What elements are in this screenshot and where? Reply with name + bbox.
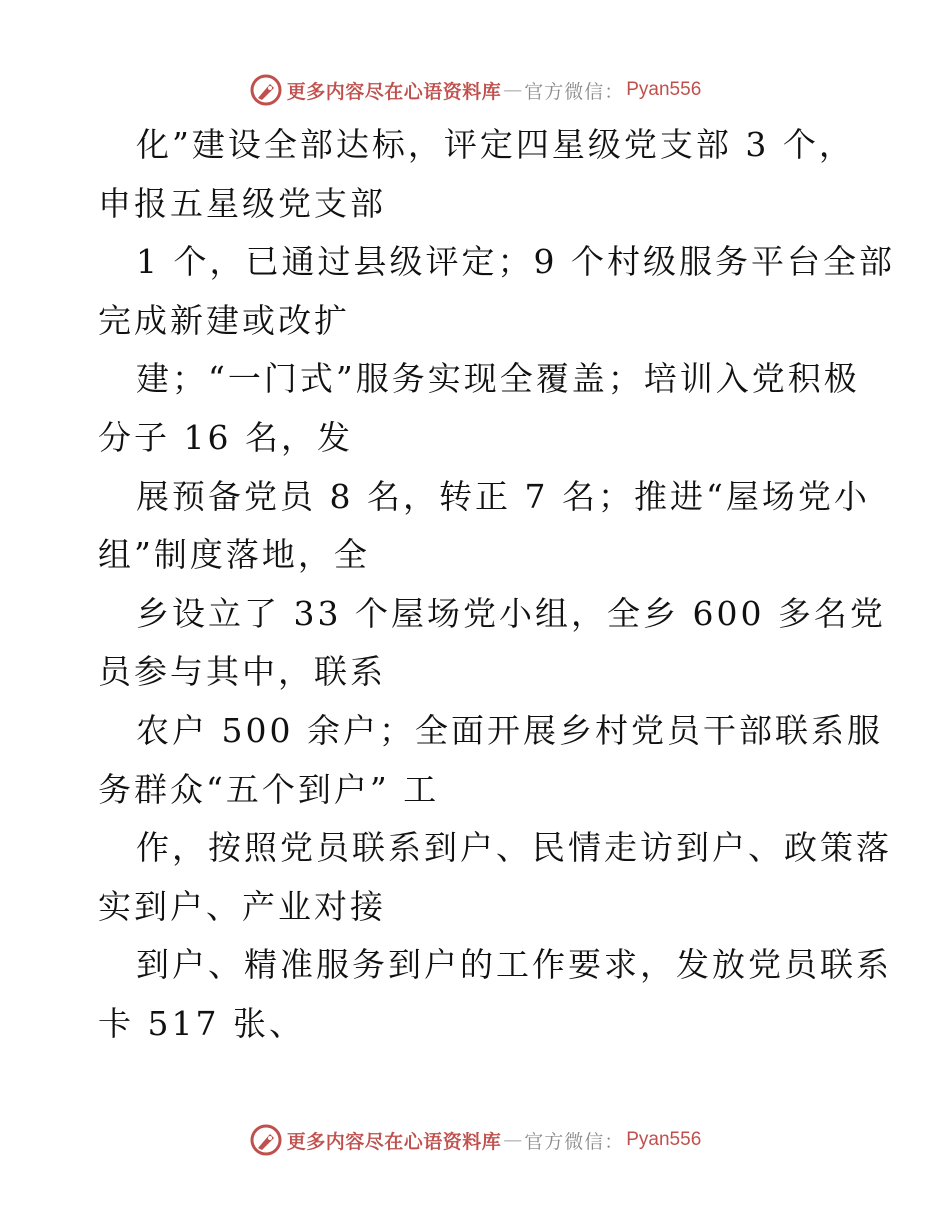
watermark-dash: —	[503, 79, 523, 101]
watermark-id-text: Pyan556	[626, 1129, 702, 1150]
pen-nib-circle-icon	[249, 1123, 283, 1157]
document-body	[98, 116, 895, 1054]
text-line: 实到户、产业对接	[98, 886, 386, 926]
watermark-sub-text: 官方微信：	[524, 80, 625, 103]
watermark-main-text: 更多内容尽在心语资料库	[286, 80, 502, 103]
text-line: 化”建设全部达标，评定四星级党支部 3 个，	[136, 125, 855, 164]
text-line: 1 个，已通过县级评定；9 个村级服务平台全部	[136, 242, 895, 282]
text-line: 农户 500 余户；全面开展乡村党员干部联系服	[136, 710, 883, 750]
watermark-main-text: 更多内容尽在心语资料库	[286, 1130, 502, 1153]
pen-nib-circle-icon	[249, 73, 283, 107]
watermark-dash: —	[503, 1129, 523, 1151]
text-line: 申报五星级党支部	[98, 183, 386, 223]
footer-watermark	[0, 1120, 950, 1160]
text-line: 到户、精准服务到户的工作要求，发放党员联系	[136, 945, 892, 985]
text-line: 建；“一门式”服务实现全覆盖；培训入党积极	[136, 359, 860, 399]
text-line: 完成新建或改扩	[98, 300, 350, 340]
text-line: 卡 517 张、	[98, 1003, 305, 1043]
text-line: 展预备党员 8 名，转正 7 名；推进“屋场党小	[136, 476, 870, 516]
text-line: 员参与其中，联系	[98, 652, 386, 692]
text-line: 作，按照党员联系到户、民情走访到户、政策落	[136, 828, 892, 868]
text-line: 组”制度落地，全	[98, 535, 370, 575]
watermark-sub-text: 官方微信：	[524, 1130, 625, 1153]
text-line: 乡设立了 33 个屋场党小组，全乡 600 多名党	[136, 593, 886, 633]
header-watermark	[0, 70, 950, 110]
text-line: 务群众“五个到户” 工	[98, 769, 440, 809]
watermark-id-text: Pyan556	[626, 79, 702, 100]
text-line: 分子 16 名，发	[98, 417, 353, 457]
